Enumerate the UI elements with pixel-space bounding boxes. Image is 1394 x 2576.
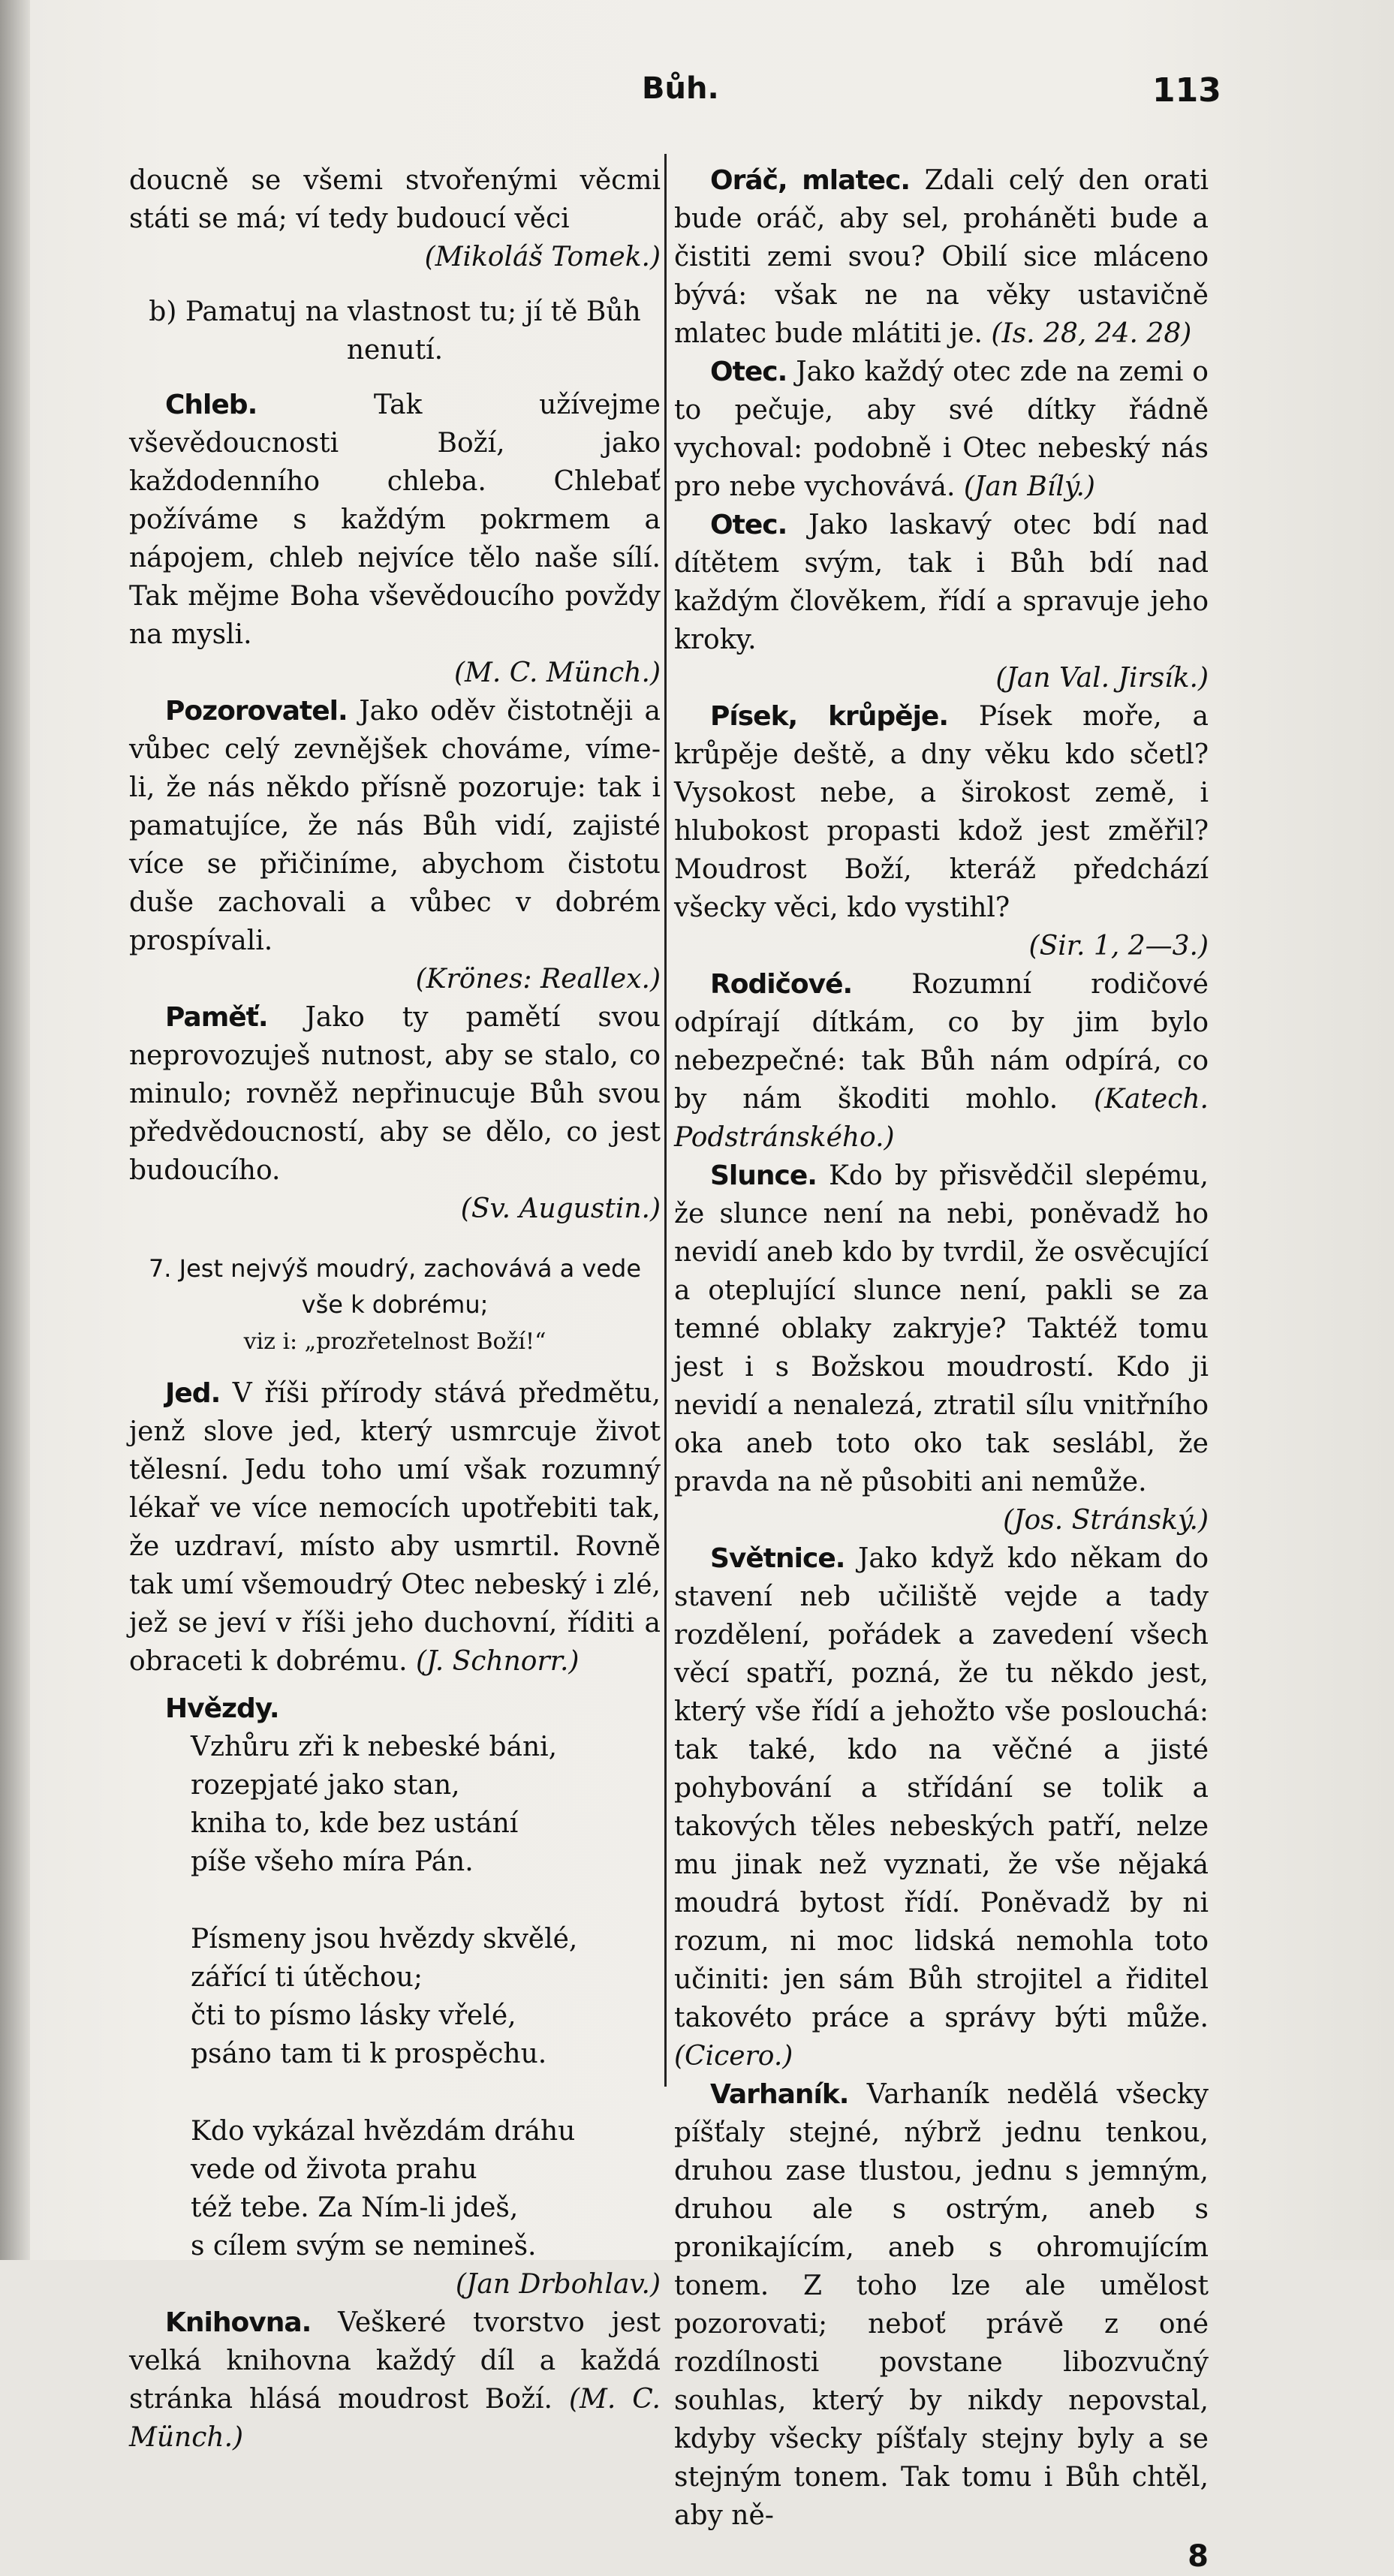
running-head: Bůh.: [642, 71, 719, 106]
section-heading-7: 7. Jest nejvýš moudrý, zachovává a vede vše k dobrému;: [148, 1254, 642, 1319]
poem-line: rozepjaté jako stan,: [191, 1770, 460, 1801]
entry-term: Varhaník.: [710, 2079, 849, 2110]
binding-shadow: [0, 0, 30, 2260]
entry-term: Jed.: [165, 1378, 221, 1409]
entry-text: Varhaník nedělá všecky píšťaly stejné, nýbrž jednu tenkou, druhou zase tlustou, jednu s jemným, druhou ale s ostrým, aneb s pronikajícím, aneb s ohromujícím tonem. Z toho lze ale umělost pozorovati; neboť právě z oné rozdílnosti povstane libozvučný souhlas, který by nikdy nepovstal, kdyby všecky píšťaly stejny byly a se stejným tonem. Tak tomu i Bůh chtěl, aby ně-: [674, 2079, 1209, 2531]
citation: (Sir. 1, 2—3.): [1028, 931, 1209, 961]
entry-text: Jako když kdo někam do stavení neb učiliště vejde a tady rozdělení, pořádek a zavedení všech věcí spatří, pozná, že tu někdo jest, který vše řídí a jehožto vše poslouchá: tak také, kdo na věčné a jisté pohybování a střídání se tolik a takových těles nebeských patří, nelze mu jinak než vyznati, že vše nějaká moudrá bytost řídí. Poněvadž by ni rozum, ni moc lidská nemohla toto učiniti: jen sám Bůh strojitel a řiditel takovéto práce a správy býti může.: [674, 1543, 1209, 2033]
entry-term: Hvězdy.: [165, 1693, 279, 1724]
entry-text: V říši přírody stává předmětu, jenž slove jed, který usmrcuje život tělesní. Jedu toho umí však rozumný lékař ve více nemocích upotřebiti tak, že uzdraví, místo aby usmrtil. Rovně tak umí všemoudrý Otec nebeský i zlé, jež se jeví v říši jeho duchovní, říditi a obraceti k dobrému.: [129, 1378, 661, 1677]
poem-line: vede od života prahu: [191, 2154, 477, 2185]
paragraph-continuation: doucně se všemi stvořenými věcmi státi se má; ví tedy budoucí věci: [129, 165, 661, 234]
citation: (Is. 28, 24. 28): [991, 318, 1192, 349]
entry-text: Kdo by přisvědčil slepému, že slunce není na nebi, poněvadž ho nevidí aneb kdo by tvrdil, že osvěcující a oteplující slunce není, pakli se za temné oblaky zakryje? Taktéž tomu jest i s Božskou moudrostí. Kdo ji nevidí a nenalezá, ztratil sílu vnitřního oka aneb toto oko tak seslábl, že pravda na ně působiti ani nemůže.: [674, 1160, 1209, 1497]
entry-jed: [129, 1374, 661, 1681]
poem-line: s cílem svým se nemineš.: [191, 2231, 537, 2262]
right-column: [674, 161, 1209, 2576]
poem-line: též tebe. Za Ním-li jdeš,: [191, 2192, 519, 2223]
entry-knihovna: [129, 2304, 661, 2457]
entry-term: Knihovna.: [165, 2307, 312, 2338]
entry-term: Otec.: [710, 510, 787, 540]
citation: (Sv. Augustin.): [460, 1193, 661, 1224]
entry-term: Paměť.: [165, 1002, 268, 1033]
entry-text: Jako každý otec zde na zemi o to pečuje, aby své dítky řádně vychoval: podobně i Otec nebeský nás pro nebe vychovává.: [674, 357, 1209, 502]
entry-term: Písek, krůpěje.: [710, 701, 949, 732]
poem-line: Kdo vykázal hvězdám dráhu: [191, 2116, 576, 2147]
poem: [129, 1728, 661, 2265]
citation: (Jan Val. Jirsík.): [995, 663, 1209, 694]
entry-term: Pozorovatel.: [165, 696, 348, 727]
citation: (Mikoláš Tomek.): [424, 242, 661, 272]
entry-text: Jako oděv čistotněji a vůbec celý zevnějšek chováme, víme-li, že nás někdo přísně pozoruje: tak i pamatujíce, že nás Bůh vidí, zajisté více se přičiníme, abychom čistotu duše zachovali a vůbec v dobrém prospívali.: [129, 696, 661, 956]
citation: (Katech. Podstránského.): [674, 1084, 1209, 1153]
entry-term: Světnice.: [710, 1543, 845, 1574]
column-divider: [664, 154, 667, 2087]
entry-chleb: [129, 386, 661, 654]
poem-line: kniha to, kde bez ustání: [191, 1808, 519, 1839]
entry-text: Veškeré tvorstvo jest velká knihovna každý díl a každá stránka hlásá moudrost Boží.: [129, 2307, 661, 2415]
entry-varhanik: [674, 2075, 1209, 2535]
poem-line: píše všeho míra Pán.: [191, 1846, 474, 1877]
entry-text: Tak užívejme vševědoucnosti Boží, jako každodenního chleba. Chlebať požíváme s každým pokrmem a nápojem, chleb nejvíce tělo naše sílí. Tak mějme Boha vševědoucího povždy na mysli.: [129, 390, 661, 650]
entry-term: Slunce.: [710, 1160, 817, 1191]
poem-line: čti to písmo lásky vřelé,: [191, 2000, 516, 2031]
poem-line: psáno tam ti k prospěchu.: [191, 2039, 547, 2069]
poem-line: Vzhůru zři k nebeské báni,: [191, 1732, 558, 1762]
citation: (Jan Drbohlav.): [455, 2269, 661, 2300]
entry-slunce: [674, 1157, 1209, 1501]
entry-pozorovatel: [129, 692, 661, 960]
entry-pisek: [674, 697, 1209, 927]
citation: (M. C. Münch.): [129, 2384, 661, 2453]
entry-hvezdy: [129, 1690, 661, 1728]
entry-svetnice: [674, 1539, 1209, 2075]
see-also: viz i: „prozřetelnost Boží!“: [243, 1329, 546, 1355]
citation: (Krönes: Reallex.): [415, 964, 661, 995]
poem-line: Písmeny jsou hvězdy skvělé,: [191, 1924, 578, 1955]
citation: (Jos. Stránský.): [1003, 1505, 1209, 1536]
entry-term: Chleb.: [165, 390, 257, 420]
entry-text: Zdali celý den orati bude oráč, aby sel, proháněti bude a čistiti zemi svou? Obilí sice mláceno bývá: však ne na věky ustavičně mlatec bude mlátiti je.: [674, 165, 1209, 349]
entry-term: Rodičové.: [710, 969, 853, 1000]
section-heading-b: b) Pamatuj na vlastnost tu; jí tě Bůh nenutí.: [149, 296, 641, 366]
entry-otec-1: [674, 353, 1209, 506]
entry-otec-2: [674, 506, 1209, 659]
entry-term: Otec.: [710, 357, 787, 387]
citation: (J. Schnorr.): [416, 1646, 580, 1677]
left-column: [129, 161, 661, 2457]
poem-line: zářící ti útěchou;: [191, 1962, 423, 1993]
citation: (M. C. Münch.): [453, 658, 661, 688]
poem-stanza: [191, 1728, 661, 1881]
entry-text: Rozumní rodičové odpírají dítkám, co by jim bylo nebezpečné: tak Bůh nám odpírá, co by nám škoditi mohlo.: [674, 969, 1209, 1115]
page-number: 113: [1152, 71, 1221, 110]
signature-mark: 8: [1188, 2539, 1209, 2574]
citation: (Cicero.): [674, 2041, 793, 2072]
entry-rodicove: [674, 965, 1209, 1157]
citation: (Jan Bílý.): [963, 471, 1095, 502]
page-header: [0, 71, 1394, 124]
entry-pamet: [129, 998, 661, 1190]
entry-text: Písek moře, a krůpěje deště, a dny věku kdo sčetl? Vysokost nebe, a širokost země, i hlubokost propasti kdož jest změřil? Moudrost Boží, kteráž předchází všecky věci, kdo vystihl?: [674, 701, 1209, 923]
entry-orac: [674, 161, 1209, 353]
poem-stanza: [191, 2112, 661, 2265]
entry-text: Jako laskavý otec bdí nad dítětem svým, tak i Bůh bdí nad každým člověkem, řídí a spravuje jeho kroky.: [674, 510, 1209, 655]
entry-term: Oráč, mlatec.: [710, 165, 911, 196]
entry-text: Jako ty pamětí svou neprovozuješ nutnost, aby se stalo, co minulo; rovněž nepřinucuje Bůh svou předvědoucností, aby se dělo, co jest budoucího.: [129, 1002, 661, 1186]
poem-stanza: [191, 1920, 661, 2073]
